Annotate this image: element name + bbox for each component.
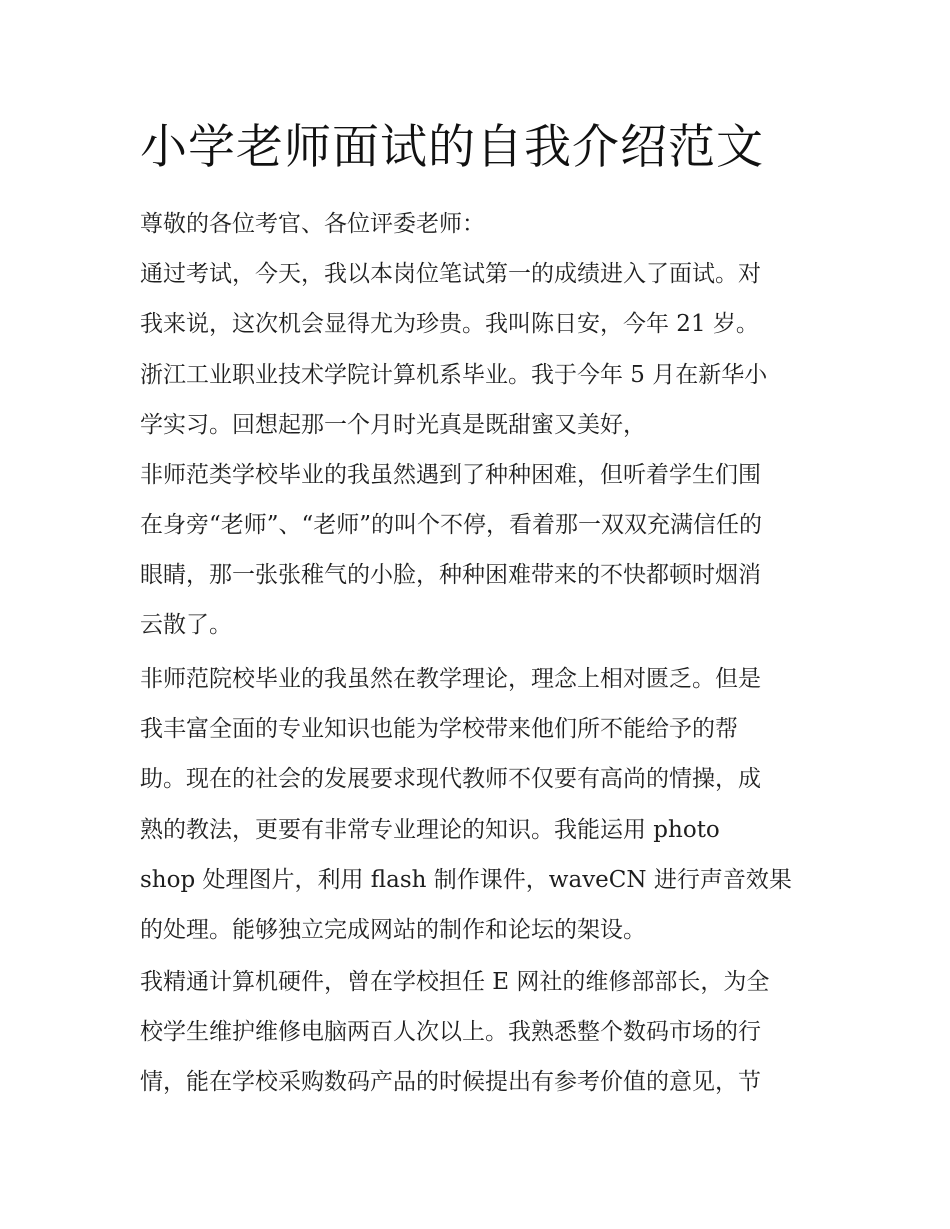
body-line: 通过考试，今天，我以本岗位笔试第一的成绩进入了面试。对 xyxy=(140,261,761,287)
document-title: 小学老师面试的自我介绍范文 xyxy=(140,120,764,175)
body-line: 我丰富全面的专业知识也能为学校带来他们所不能给予的帮 xyxy=(140,716,738,742)
body-line: 我来说，这次机会显得尤为珍贵。我叫陈日安，今年 21 岁。 xyxy=(140,311,759,337)
body-line: shop 处理图片，利用 flash 制作课件，waveCN 进行声音效果 xyxy=(140,867,792,893)
body-line: 云散了。 xyxy=(140,612,232,638)
body-line: 在身旁“老师”、“老师”的叫个不停，看着那一双双充满信任的 xyxy=(140,512,763,538)
body-line: 眼睛，那一张张稚气的小脸，种种困难带来的不快都顿时烟消 xyxy=(140,562,761,588)
body-line: 学实习。回想起那一个月时光真是既甜蜜又美好， xyxy=(140,412,646,438)
salutation-line: 尊敬的各位考官、各位评委老师： xyxy=(140,211,485,237)
body-line: 非师范院校毕业的我虽然在教学理论，理念上相对匮乏。但是 xyxy=(140,666,761,692)
body-line: 情，能在学校采购数码产品的时候提出有参考价值的意见，节 xyxy=(140,1069,761,1095)
body-line: 的处理。能够独立完成网站的制作和论坛的架设。 xyxy=(140,917,646,943)
body-line: 校学生维护维修电脑两百人次以上。我熟悉整个数码市场的行 xyxy=(140,1019,761,1045)
body-line: 我精通计算机硬件，曾在学校担任 E 网社的维修部部长，为全 xyxy=(140,969,770,995)
body-line: 浙江工业职业技术学院计算机系毕业。我于今年 5 月在新华小 xyxy=(140,362,768,388)
body-line: 熟的教法，更要有非常专业理论的知识。我能运用 photo xyxy=(140,817,720,843)
body-line: 非师范类学校毕业的我虽然遇到了种种困难，但听着学生们围 xyxy=(140,462,761,488)
body-line: 助。现在的社会的发展要求现代教师不仅要有高尚的情操，成 xyxy=(140,766,761,792)
